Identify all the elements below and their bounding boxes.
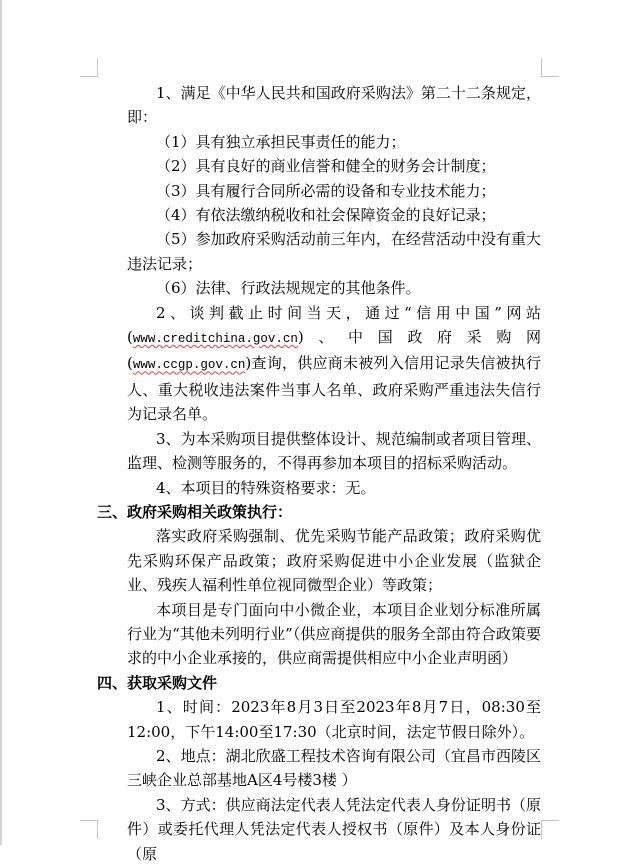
text-run: 1、时间：2023年8月3日至2023年8月7日，08:30至12:00，下午14:00至17:30（北京时间，法定节假日除外）。 <box>127 698 541 741</box>
doc-paragraph <box>127 227 541 276</box>
doc-heading <box>97 500 541 524</box>
margin-crop-mark-top-right <box>541 58 559 77</box>
doc-paragraph <box>127 154 541 178</box>
text-run: 1、满足《中华人民共和国政府采购法》第二十二条规定，即： <box>127 84 541 127</box>
text-run: （5）参加政府采购活动前三年内，在经营活动中没有重大违法记录； <box>127 230 541 273</box>
doc-paragraph <box>127 81 541 130</box>
doc-paragraph <box>127 427 541 476</box>
text-run: 3、方式：供应商法定代表人凭法定代表人身份证明书（原件）或委托代理人凭法定代表人授权书（原件）及本人身份证（原 <box>127 795 541 863</box>
page-left-edge <box>0 0 2 845</box>
text-run: )查询，供应商未被列入信用记录失信被执行人、重大税收违法案件当事人名单、政府采购严重违法失信行为记录名单。 <box>127 354 541 424</box>
text-run: （4）有依法缴纳税收和社会保障资金的良好记录； <box>156 206 496 225</box>
doc-heading <box>97 671 541 695</box>
text-run: （6）法律、行政法规规定的其他条件。 <box>156 279 421 298</box>
doc-paragraph <box>127 130 541 154</box>
url-text: www.creditchina.gov.cn <box>132 332 298 347</box>
text-run: 三、政府采购相关政策执行： <box>97 502 293 521</box>
text-run: )、中国政府采购网( <box>127 328 541 373</box>
text-run: 4、本项目的特殊资格要求：无。 <box>156 478 376 497</box>
doc-paragraph <box>127 695 541 744</box>
doc-paragraph <box>127 793 541 866</box>
text-run: （1）具有独立承担民事责任的能力； <box>156 132 406 151</box>
text-run: 3、为本采购项目提供整体设计、规范编制或者项目管理、监理、检测等服务的，不得再参加本项目的招标采购活动。 <box>127 429 541 473</box>
doc-paragraph <box>127 476 541 500</box>
margin-crop-mark-top-left <box>80 58 98 77</box>
text-run: 四、获取采购文件 <box>97 673 218 692</box>
doc-paragraph <box>127 276 541 300</box>
text-run: 2、地点：湖北欣盛工程技术咨询有限公司（宜昌市西陵区三峡企业总部基地A区4号楼3楼 ） <box>127 746 541 790</box>
text-run: （2）具有良好的商业信誉和健全的财务会计制度； <box>156 157 496 176</box>
doc-paragraph <box>127 598 541 671</box>
doc-paragraph <box>127 301 541 427</box>
doc-paragraph <box>127 744 541 793</box>
text-run: 落实政府采购强制、优先采购节能产品政策；政府采购优先采购环保产品政策；政府采购促进中小企业发展（监狱企业、残疾人福利性单位视同微型企业）等政策； <box>127 527 541 595</box>
url-text: www.ccgp.gov.cn <box>132 358 246 373</box>
text-run: （3）具有履行合同所必需的设备和专业技术能力； <box>156 181 496 200</box>
margin-crop-mark-bottom-left <box>80 820 98 839</box>
document-text-area[interactable] <box>97 81 541 866</box>
margin-crop-mark-bottom-right <box>541 820 559 839</box>
doc-paragraph <box>127 203 541 227</box>
doc-paragraph <box>127 524 541 597</box>
text-run: 2、谈判截止时间当天，通过“信用中国”网站( <box>127 303 541 347</box>
doc-paragraph <box>127 179 541 203</box>
text-run: 本项目是专门面向中小微企业，本项目企业划分标准所属行业为“其他未列明行业”（供应商提供的服务全部由符合政策要求的中小企业承接的，供应商需提供相应中小企业声明函） <box>127 600 541 668</box>
